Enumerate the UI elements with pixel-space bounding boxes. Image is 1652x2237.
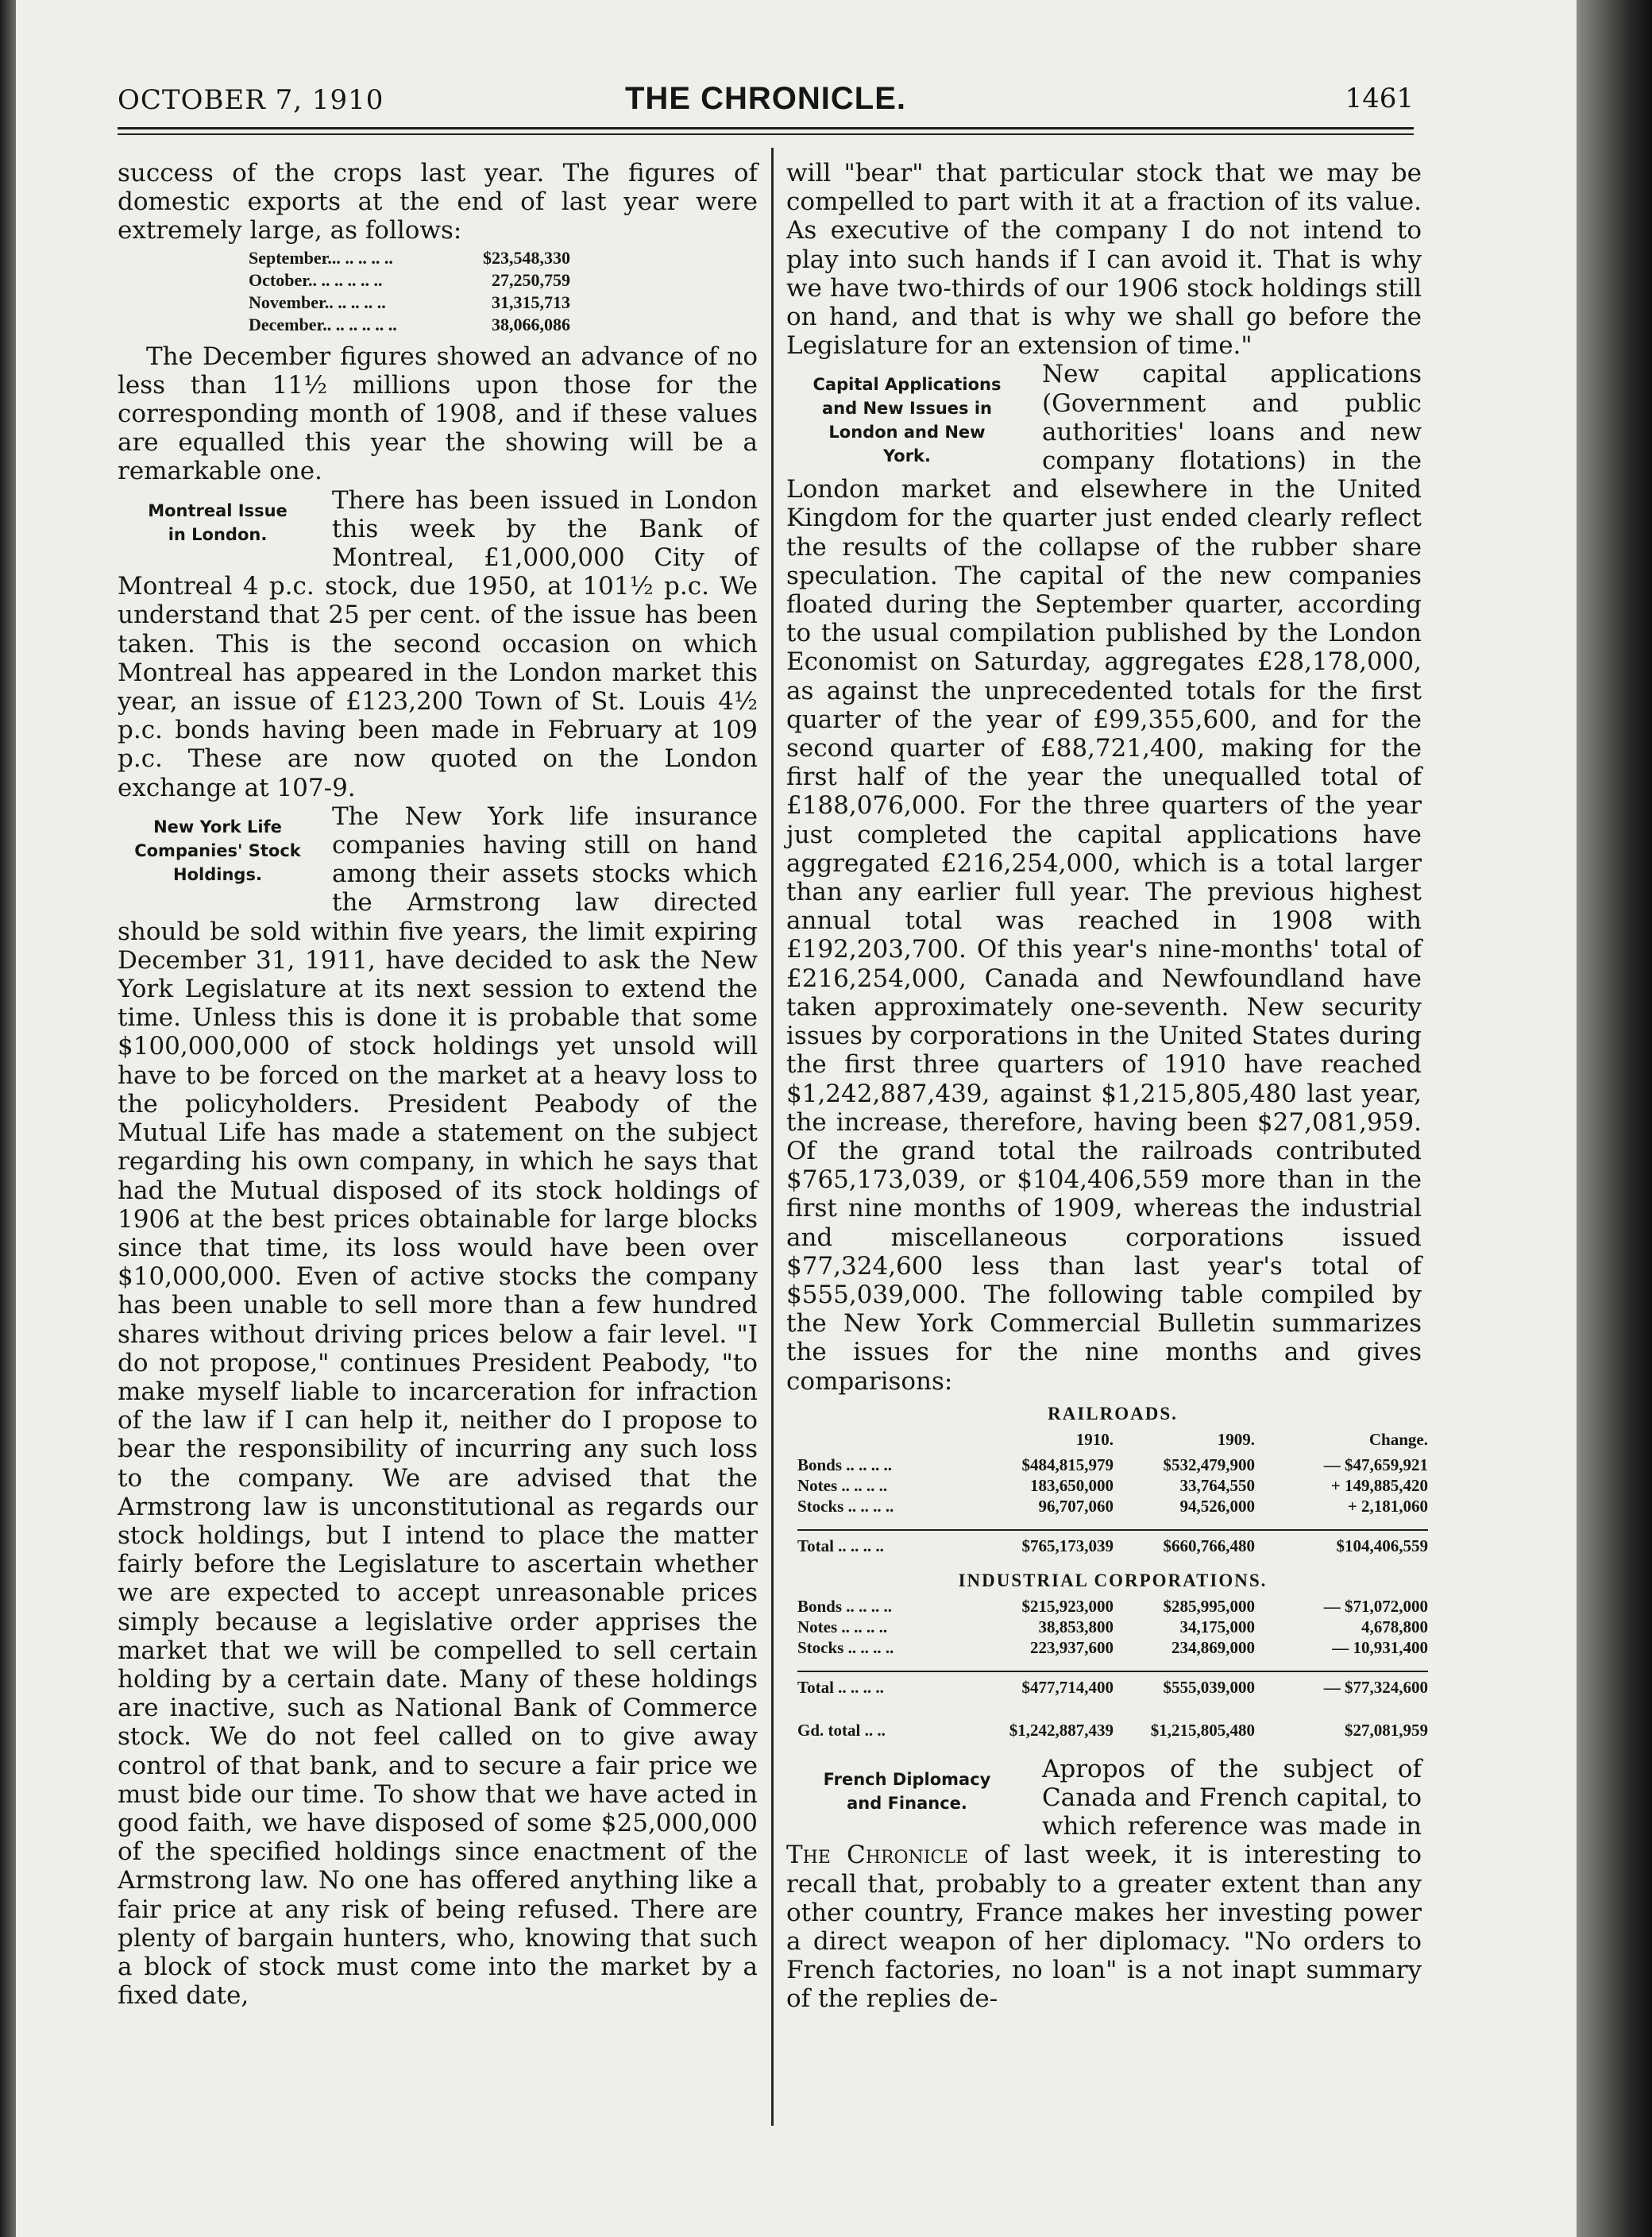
table-row: Stocks .. .. .. .. 96,707,060 94,526,000 + 2,181,060 — [797, 1496, 1428, 1516]
header-rule-top — [118, 127, 1414, 129]
column-divider — [771, 148, 774, 2126]
table-total-row: Total .. .. .. .. $477,714,400 $555,039,000 — $77,324,600 — [797, 1671, 1428, 1698]
scan-left-edge — [0, 0, 16, 2237]
exports-row: November.. .. .. .. .. 31,315,713 — [249, 292, 570, 312]
nyl-paragraph: The New York life insurance companies having still on hand among their assets stocks which the Armstrong law directed should be sold within five years, the limit expiring December 31, 1911, have decided to ask the New York Legislature at its next session to extend the time. Unless this is done it is probable that some $100,000,000 of stock holdings yet unsold will have to be forced on the market at a heavy loss to the policyholders. President Peabody of the Mutual Life has made a statement on the subject regarding his own company, in which he says that had the Mutual disposed of its stock holdings of 1906 at the best prices obtainable for large blocks since that time, its loss would have been over $10,000,000. Even of active stocks the company has been unable to sell more than a few hundred shares without driving prices below a fair level. "I do not propose," continues President Peabody, "to make myself liable to incarceration for infraction of the law if I can help it, neither do I propose to bear the responsibility of incurring any such loss to the company. We are advised that the Armstrong law is unconstitutional as regards our stock holdings, but I intend to place the matter fairly before the Legislature to ascertain whether we are expected to accept unreasonable prices simply because a legislative order apprises the market that we will be compelled to sell certain holding by a certain date. Many of these holdings are inactive, such as National Bank of Commerce stock. We do not feel called on to give away control of that bank, and to secure a fair price we must bide our time. To show that we have acted in good faith, we have disposed of some $25,000,000 of the specified holdings since enactment of the Armstrong law. No one has offered anything like a fair price at any risk of being refused. There are plenty of bargain hunters, who, knowing that such a block of stock must come into the market by a fixed date, — [118, 802, 758, 2011]
issues-table — [797, 1404, 1428, 1741]
french-sidehead: French Diplomacy and Finance. — [823, 1769, 991, 1813]
column-header: 1909. — [1217, 1429, 1255, 1449]
montreal-paragraph: There has been issued in London this week by the Bank of Montreal, £1,000,000 City of Montreal 4 p.c. stock, due 1950, at 101½ p.c. We understand that 25 per cent. of the issue has been taken. This is the second occasion on which Montreal has appeared in the London market this year, an issue of £123,200 Town of St. Louis 4½ p.c. bonds having been made in February at 109 p.c. These are now quoted on the London exchange at 107-9. — [118, 485, 758, 802]
book-binding-edge — [1577, 0, 1652, 2237]
header-rule-bottom — [118, 133, 1414, 135]
exports-row: September... .. .. .. .. $23,548,330 — [249, 247, 570, 268]
exports-table — [249, 247, 758, 336]
table-row: Notes .. .. .. .. 183,650,000 33,764,550 + 149,885,420 — [797, 1475, 1428, 1495]
montreal-sidehead: Montreal Issue in London. — [148, 500, 288, 544]
continuation-paragraph: will "bear" that particular stock that we may be compelled to part with it at a fraction of its value. As executive of the company I do not intend to play into such hands if I can avoid it. That is why we have two-thirds of our 1906 stock holdings still on hand, and that is why we shall go before the Legislature for an extension of time." — [786, 159, 1422, 361]
industrial-title: INDUSTRIAL CORPORATIONS. — [958, 1570, 1268, 1590]
page-header — [118, 78, 1414, 118]
table-row: Notes .. .. .. .. 38,853,800 34,175,000 4,678,800 — [797, 1617, 1428, 1636]
exports-row: December.. .. .. .. .. .. 38,066,086 — [249, 314, 570, 334]
railroads-title: RAILROADS. — [1048, 1403, 1178, 1424]
column-header: Change. — [1368, 1429, 1428, 1449]
table-header-row — [797, 1429, 1428, 1450]
column-header: 1910. — [1075, 1429, 1114, 1449]
nyl-sidehead: New York Life Companies' Stock Holdings. — [134, 817, 301, 884]
exports-row: October.. .. .. .. .. .. 27,250,759 — [249, 269, 570, 290]
chronicle-reference: The Chronicle — [786, 1841, 969, 1870]
french-paragraph: Apropos of the subject of Canada and French capital, to which reference was made in The Chronicle of last week, it is interesting to recall that, probably to a greater extent than any other country, France makes her investing power a direct weapon of her diplomacy. "No orders to French factories, no loan" is a not inapt summary of the replies de- — [786, 1754, 1422, 2014]
grand-total-row: Gd. total .. .. $1,242,887,439 $1,215,805,480 $27,081,959 — [797, 1720, 1428, 1740]
left-column — [118, 159, 758, 2010]
capital-sidehead: Capital Applications and New Issues in London and New York. — [812, 375, 1002, 466]
header-date: OCTOBER 7, 1910 — [118, 84, 384, 116]
table-row: Bonds .. .. .. .. $484,815,979 $532,479,900 — $47,659,921 — [797, 1455, 1428, 1474]
header-title: THE CHRONICLE. — [625, 81, 906, 116]
table-row: Stocks .. .. .. .. 223,937,600 234,869,000 — 10,931,400 — [797, 1637, 1428, 1657]
right-column — [786, 159, 1428, 2014]
capital-paragraph: New capital applications (Government and public authorities' loans and new company flotations) in the London market and elsewhere in the United Kingdom for the quarter just ended clearly reflect the results of the collapse of the rubber share speculation. The capital of the new companies floated during the September quarter, according to the usual compilation published by the London Economist on Saturday, aggregates £28,178,000, as against the unprecedented totals for the first quarter of the year of £99,355,600, and for the second quarter of £88,721,400, making for the first half of the year the unequalled total of £188,076,000. For the three quarters of the year just completed the capital applications have aggregated £216,254,000, which is a total larger than any earlier full year. The previous highest annual total was reached in 1908 with £192,203,700. Of this year's nine-months' total of £216,254,000, Canada and Newfoundland have taken approximately one-seventh. New security issues by corporations in the United States during the first three quarters of 1910 have reached $1,242,887,439, against $1,215,805,480 last year, the increase, therefore, having been $27,081,959. Of the grand total the railroads contributed $765,173,039, or $104,406,559 more than in the first nine months of 1909, whereas the industrial and miscellaneous corporations issued $77,324,600 less than last year's total of $555,039,000. The following table compiled by the New York Commercial Bulletin summarizes the issues for the nine months and gives comparisons: — [786, 360, 1422, 1396]
intro-paragraph: success of the crops last year. The figures of domestic exports at the end of last year were extremely large, as follows: — [118, 159, 758, 245]
table-row: Bonds .. .. .. .. $215,923,000 $285,995,000 — $71,072,000 — [797, 1596, 1428, 1616]
header-page-number: 1461 — [1345, 83, 1414, 114]
december-paragraph: The December figures showed an advance of no less than 11½ millions upon those for the corresponding month of 1908, and if these values are equalled this year the showing will be a remarkable one. — [118, 342, 758, 486]
table-total-row: Total .. .. .. .. $765,173,039 $660,766,480 $104,406,559 — [797, 1529, 1428, 1556]
